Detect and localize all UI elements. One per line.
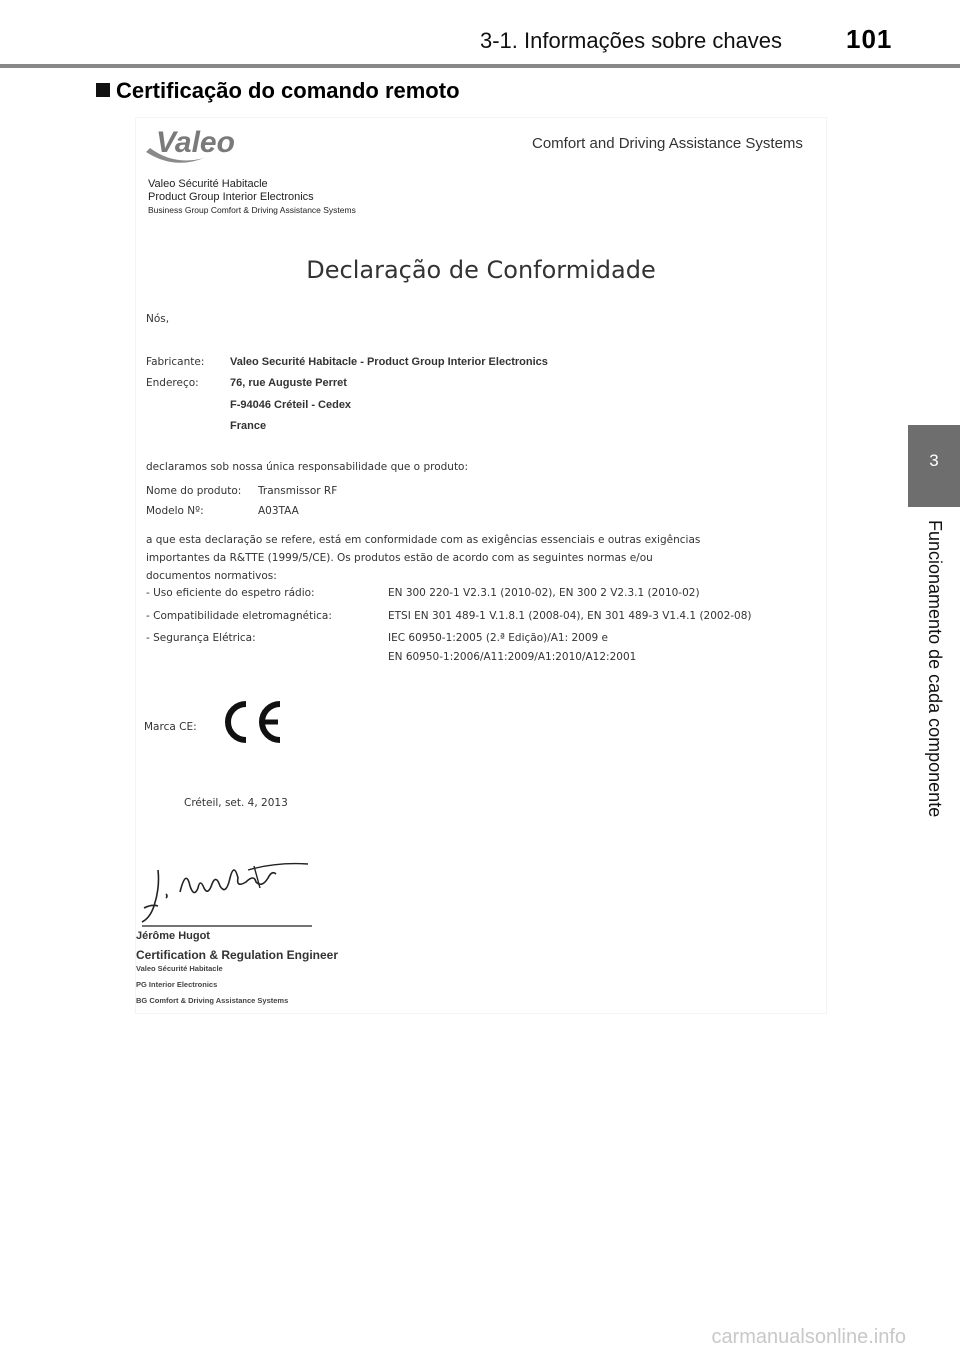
company-tagline: Comfort and Driving Assistance Systems [532,135,803,152]
signatory-line-1: Valeo Sécurité Habitacle [136,964,223,973]
standard-label-safety: - Segurança Elétrica: [146,632,256,644]
valeo-logo-text: Valeo [156,126,235,159]
certificate-scan [136,118,826,1013]
address-line-2: F-94046 Créteil - Cedex [230,399,352,411]
we-text: Nós, [146,313,170,325]
place-date: Créteil, set. 4, 2013 [184,797,288,809]
signatory-title: Certification & Regulation Engineer [136,948,339,962]
address-line-1: 76, rue Auguste Perret [230,377,347,389]
ce-mark-icon [218,698,284,751]
signatory-line-2: PG Interior Electronics [136,980,218,989]
declare-text: declaramos sob nossa única responsabilidade que o produto: [146,461,469,473]
page-number: 101 [846,24,893,54]
section-heading [96,78,460,104]
company-block [148,178,356,217]
address-label: Endereço: [146,377,199,389]
signature-block [136,848,339,1005]
model-value: A03TAA [258,505,299,517]
ce-label: Marca CE: [144,721,197,733]
chapter-tab: 3 [908,425,960,507]
conformity-line-2: importantes da R&TTE (1999/5/CE). Os produtos estão de acordo com as seguintes normas e/ou [146,552,653,564]
valeo-logo [144,122,254,179]
section-heading-text: Certificação do comando remoto [116,78,460,103]
company-line-1: Valeo Sécurité Habitacle [148,178,268,190]
header-rule [0,64,960,68]
conformity-line-1: a que esta declaração se refere, está em conformidade com as exigências essenciais e outras exigências [146,534,701,546]
signatory-name: Jérôme Hugot [136,930,210,942]
standard-label-emc: - Compatibilidade eletromagnética: [146,610,332,622]
chapter-label: Funcionamento de cada componente [925,520,945,818]
header-title: 3-1. Informações sobre chaves [480,28,783,53]
model-label: Modelo Nº: [146,505,204,517]
document-title: Declaração de Conformidade [306,256,656,284]
standard-value-radio: EN 300 220-1 V2.3.1 (2010-02), EN 300 2 V2.3.1 (2010-02) [388,587,700,599]
handwritten-signature-icon [136,848,336,928]
company-line-2: Product Group Interior Electronics [148,191,314,203]
product-name-value: Transmissor RF [258,485,338,497]
square-bullet-icon [96,83,110,97]
product-name-label: Nome do produto: [146,485,242,497]
manufacturer-value: Valeo Securité Habitacle - Product Group Interior Electronics [230,356,548,368]
standard-value-safety-2: EN 60950-1:2006/A11:2009/A1:2010/A12:2001 [388,651,637,663]
standard-value-safety-1: IEC 60950-1:2005 (2.ª Edição)/A1: 2009 e [388,632,609,644]
manufacturer-label: Fabricante: [146,356,205,368]
standard-value-emc: ETSI EN 301 489-1 V.1.8.1 (2008-04), EN 301 489-3 V1.4.1 (2002-08) [388,610,752,622]
standard-label-radio: - Uso eficiente do espetro rádio: [146,587,315,599]
site-watermark: carmanualsonline.info [711,1326,906,1348]
company-line-3: Business Group Comfort & Driving Assistance Systems [148,205,356,215]
conformity-line-3: documentos normativos: [146,570,277,582]
signatory-line-3: BG Comfort & Driving Assistance Systems [136,996,289,1005]
address-line-3: France [230,420,267,432]
